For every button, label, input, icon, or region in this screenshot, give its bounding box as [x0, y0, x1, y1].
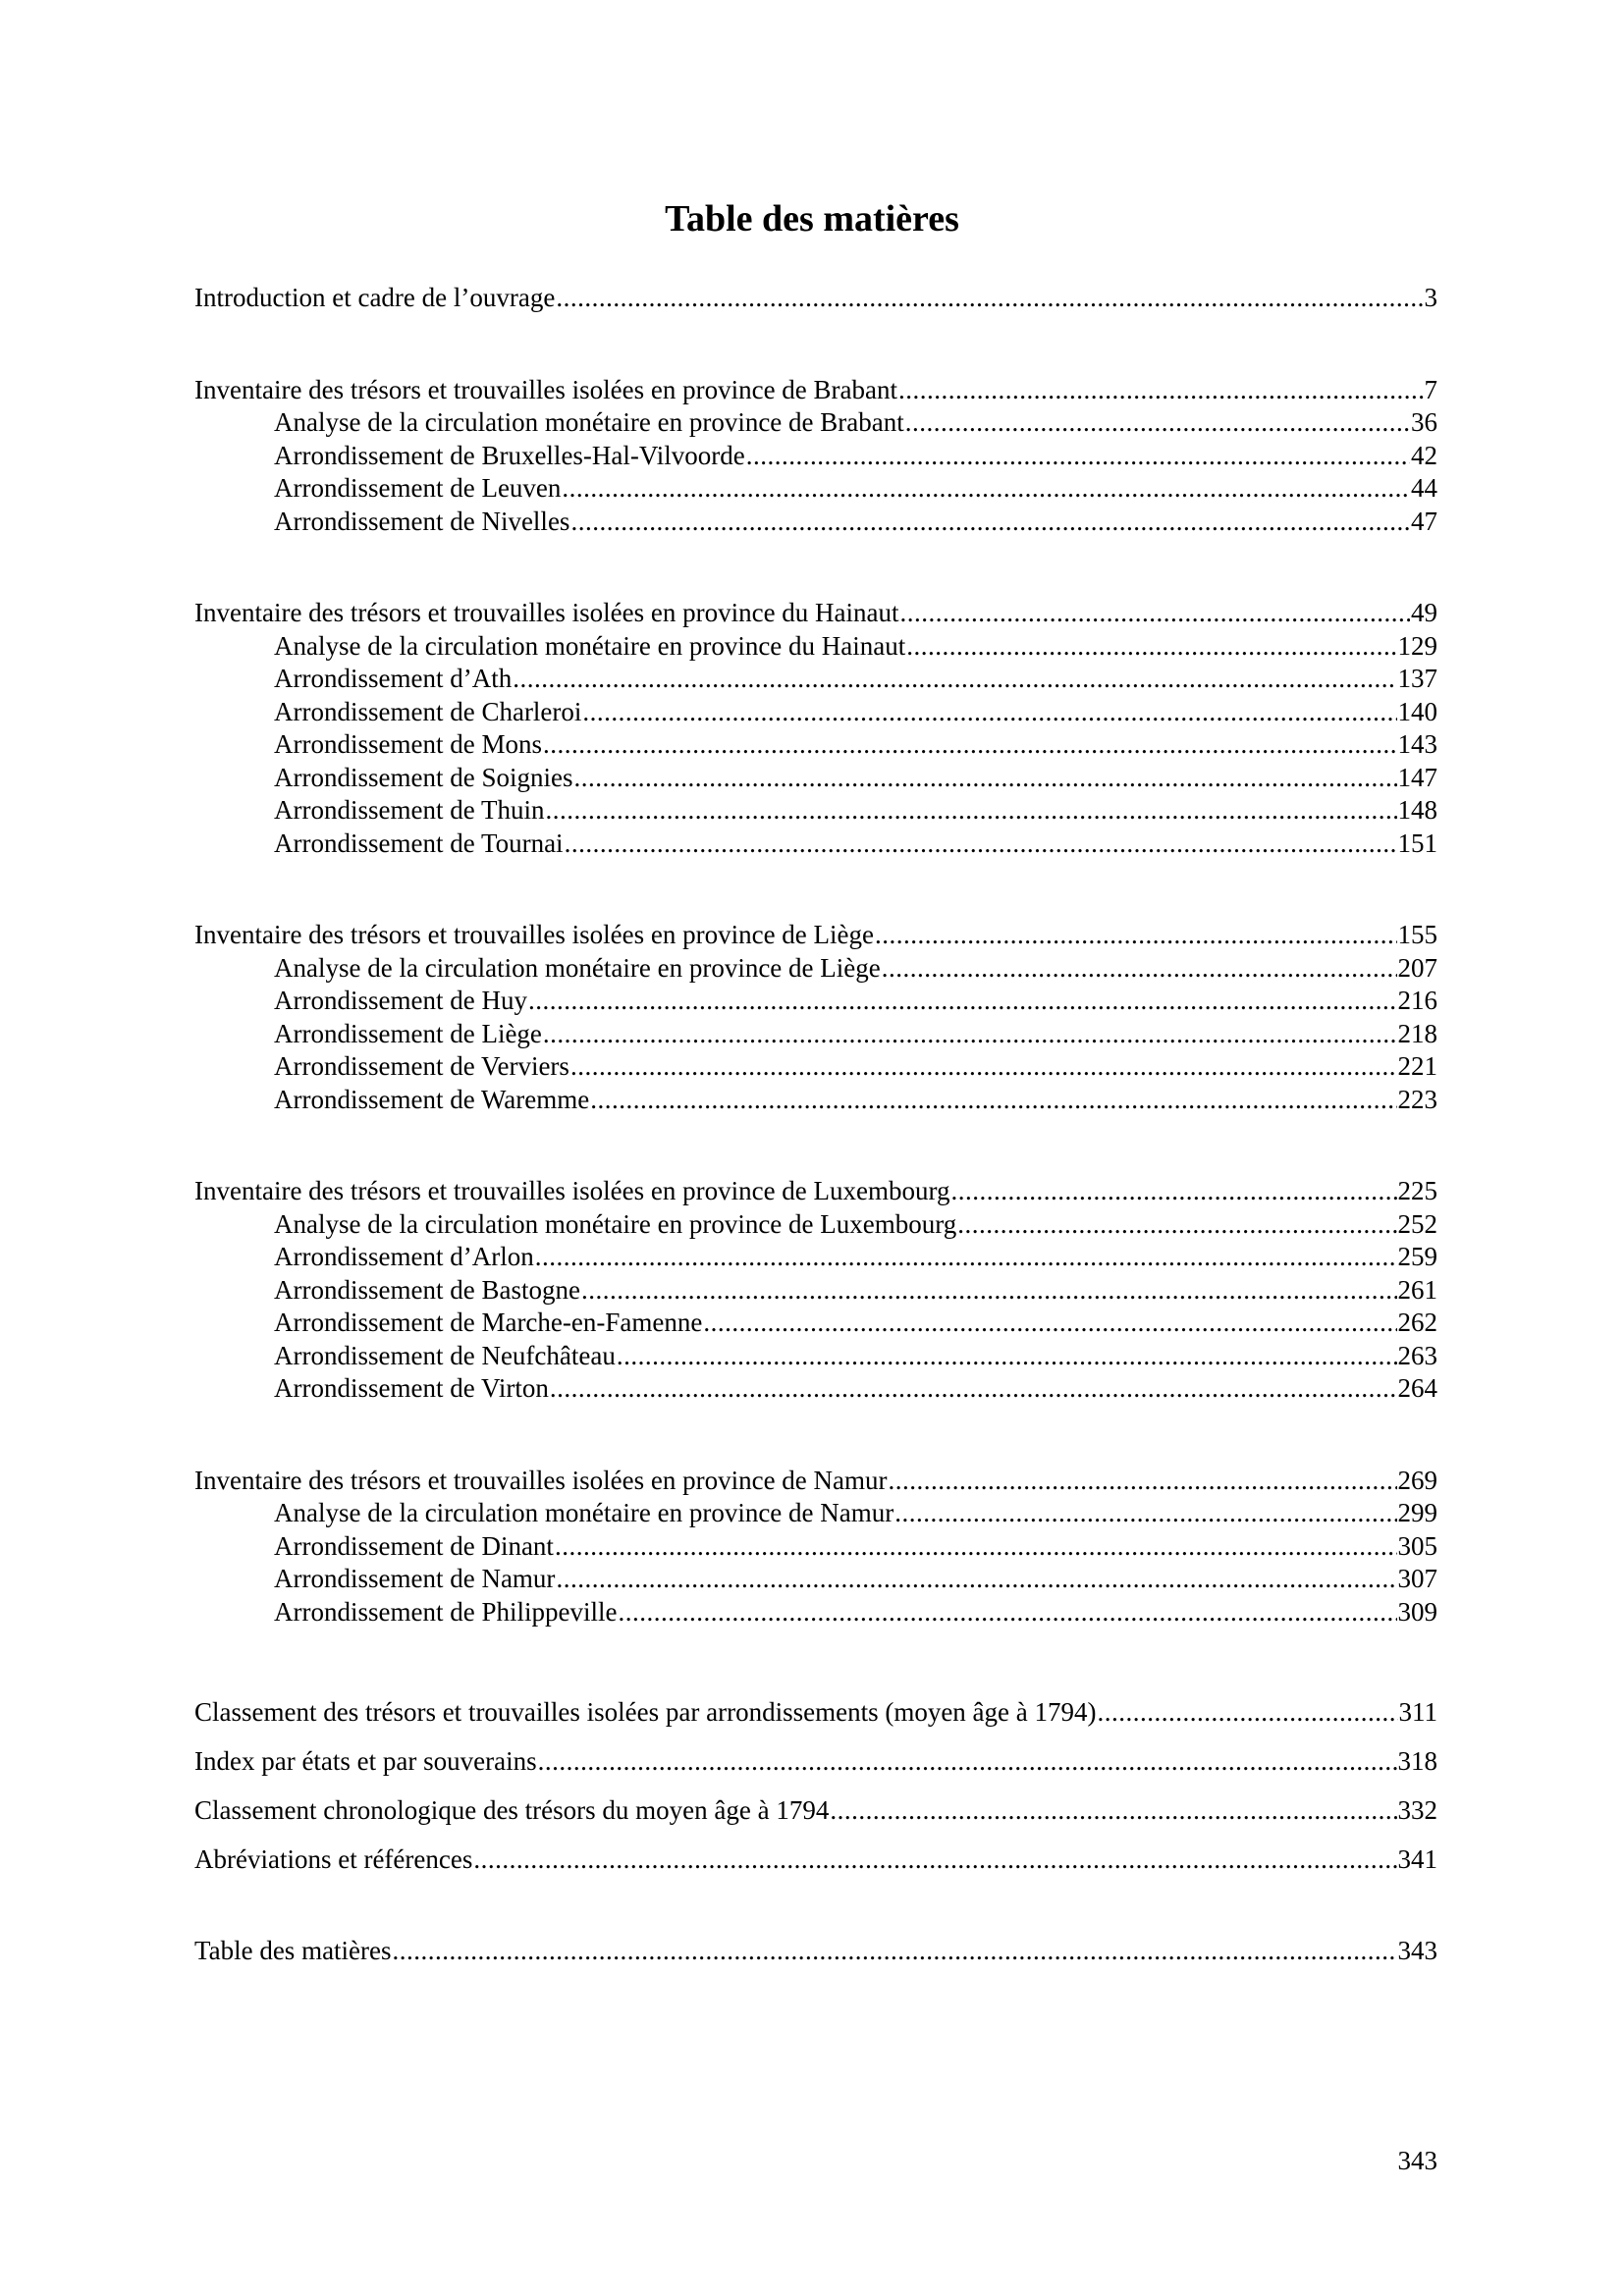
page-title: Table des matières	[665, 198, 959, 240]
toc-subentry[interactable]	[194, 1018, 1437, 1051]
dot-leader	[951, 1175, 1397, 1208]
toc-subentry[interactable]	[194, 506, 1437, 539]
toc-entry-page: 129	[1397, 630, 1437, 661]
toc-entry-page: 49	[1411, 598, 1437, 627]
toc-entry-page: 307	[1397, 1564, 1437, 1593]
toc-entry-page: 252	[1397, 1208, 1437, 1239]
toc-subentry[interactable]	[194, 696, 1437, 729]
toc-entry-label: Arrondissement de Mons	[274, 729, 542, 759]
toc-entry-label: Arrondissement de Charleroi	[274, 696, 582, 726]
dot-leader	[875, 919, 1397, 952]
toc-entry-page: 269	[1397, 1465, 1437, 1495]
toc-entry-page: 221	[1397, 1051, 1437, 1081]
toc-entry-page: 225	[1397, 1176, 1437, 1205]
page-number: 343	[1397, 2146, 1437, 2175]
toc-subentry[interactable]	[194, 828, 1437, 861]
dot-leader	[898, 374, 1423, 407]
toc-entry-label: Analyse de la circulation monétaire en province de Liège	[274, 952, 881, 983]
toc-subentry[interactable]	[194, 472, 1437, 506]
toc-entry-label: Arrondissement de Thuin	[274, 795, 545, 825]
toc-entry-province[interactable]	[194, 919, 1437, 952]
dot-leader	[556, 282, 1423, 315]
toc-entry-label: Arrondissement de Soignies	[274, 762, 573, 792]
toc-province-group	[194, 374, 1437, 539]
dot-leader	[543, 728, 1397, 762]
toc-entry-intro[interactable]	[194, 282, 1437, 315]
dot-leader	[581, 1274, 1397, 1308]
toc-subentry[interactable]	[194, 406, 1437, 440]
toc-province-group	[194, 919, 1437, 1116]
toc-entry-label: Arrondissement de Huy	[274, 986, 527, 1015]
toc-subentry[interactable]	[194, 1050, 1437, 1084]
dot-leader	[528, 985, 1397, 1018]
toc-subentry[interactable]	[194, 1497, 1437, 1530]
toc-entry-page: 147	[1397, 762, 1437, 792]
toc-entry-page: 299	[1397, 1498, 1437, 1527]
toc-entry-page: 341	[1397, 1844, 1437, 1874]
toc-entry-page: 218	[1397, 1018, 1437, 1048]
dot-leader	[543, 1018, 1397, 1051]
toc-entry-label: Inventaire des trésors et trouvailles isolées en province du Hainaut	[194, 598, 899, 627]
toc-subentry[interactable]	[194, 985, 1437, 1018]
dot-leader	[906, 630, 1396, 664]
toc-entry-label: Analyse de la circulation monétaire en province de Brabant	[274, 407, 904, 437]
dot-leader	[570, 1050, 1397, 1084]
dot-leader	[545, 794, 1396, 828]
toc-entry-label: Analyse de la circulation monétaire en province de Namur	[274, 1498, 894, 1527]
dot-leader	[889, 1465, 1397, 1498]
toc-intro-group	[194, 282, 1437, 315]
toc-subentry[interactable]	[194, 1530, 1437, 1564]
toc-entry-label: Classement chronologique des trésors du moyen âge à 1794	[194, 1795, 830, 1825]
toc-subentry[interactable]	[194, 794, 1437, 828]
dot-leader	[556, 1563, 1396, 1596]
toc-entry-page: 36	[1411, 407, 1437, 437]
toc-entry-label: Arrondissement de Waremme	[274, 1084, 590, 1114]
toc-subentry[interactable]	[194, 1241, 1437, 1274]
toc-entry-label: Arrondissement d’Ath	[274, 664, 513, 693]
toc-entry-label: Inventaire des trésors et trouvailles isolées en province de Brabant	[194, 374, 898, 404]
toc-subentry[interactable]	[194, 1563, 1437, 1596]
dot-leader	[618, 1596, 1396, 1629]
toc-entry-label: Abréviations et références	[194, 1844, 473, 1874]
toc-subentry[interactable]	[194, 1208, 1437, 1242]
toc-entry-page: 332	[1397, 1795, 1437, 1825]
toc-entry-label: Inventaire des trésors et trouvailles isolées en province de Liège	[194, 920, 874, 949]
dot-leader	[393, 1935, 1397, 1968]
toc-subentry[interactable]	[194, 762, 1437, 795]
toc-entry-label: Arrondissement de Bruxelles-Hal-Vilvoorde	[274, 440, 745, 470]
toc-entry-page: 207	[1397, 952, 1437, 983]
toc-subentry[interactable]	[194, 663, 1437, 696]
dot-leader	[905, 406, 1410, 440]
toc-entry-label: Index par états et par souverains	[194, 1746, 537, 1776]
toc-final-group	[194, 1935, 1437, 1968]
toc-entry-page: 151	[1397, 828, 1437, 858]
toc-entry-province[interactable]	[194, 1175, 1437, 1208]
dot-leader	[535, 1241, 1397, 1274]
toc-entry-page: 3	[1424, 283, 1437, 312]
toc-entry-page: 262	[1397, 1308, 1437, 1337]
toc-entry-label: Arrondissement de Nivelles	[274, 506, 570, 536]
toc-closing-group	[194, 1687, 1437, 1884]
toc-subentry[interactable]	[194, 1340, 1437, 1373]
dot-leader	[565, 828, 1397, 861]
toc-subentry[interactable]	[194, 440, 1437, 473]
toc-entry-label: Arrondissement de Namur	[274, 1564, 556, 1593]
toc-entry-label: Classement des trésors et trouvailles isolées par arrondissements (moyen âge à 1794)	[194, 1697, 1097, 1727]
toc-subentry[interactable]	[194, 630, 1437, 664]
dot-leader	[882, 952, 1397, 986]
dot-leader	[957, 1208, 1396, 1242]
toc-entry-page: 148	[1397, 795, 1437, 825]
toc-entry-label: Table des matières	[194, 1936, 392, 1965]
dot-leader	[538, 1736, 1397, 1786]
toc-subentry[interactable]	[194, 1307, 1437, 1340]
toc-entry-page: 137	[1397, 664, 1437, 693]
toc-entry-province[interactable]	[194, 597, 1437, 630]
toc-entry-table-des-matieres[interactable]	[194, 1935, 1437, 1968]
dot-leader	[570, 506, 1410, 539]
toc-entry-page: 143	[1397, 729, 1437, 759]
toc-subentry[interactable]	[194, 952, 1437, 986]
dot-leader	[513, 663, 1396, 696]
toc-subentry[interactable]	[194, 728, 1437, 762]
toc-entry-label: Arrondissement de Verviers	[274, 1051, 569, 1081]
dot-leader	[900, 597, 1410, 630]
toc-entry-page: 44	[1411, 473, 1437, 503]
toc-entry-page: 305	[1397, 1530, 1437, 1561]
toc-entry-page: 261	[1397, 1274, 1437, 1305]
toc-entry-label: Arrondissement de Neufchâteau	[274, 1340, 616, 1370]
dot-leader	[590, 1084, 1396, 1117]
toc-entry-label: Arrondissement de Dinant	[274, 1530, 554, 1561]
toc-entry-label: Analyse de la circulation monétaire en province de Luxembourg	[274, 1208, 957, 1239]
toc-entry-page: 309	[1397, 1596, 1437, 1627]
toc-entry-province[interactable]	[194, 374, 1437, 407]
toc-entry-page: 223	[1397, 1084, 1437, 1114]
dot-leader	[562, 472, 1410, 506]
dot-leader	[555, 1530, 1397, 1564]
toc-entry-page: 140	[1397, 696, 1437, 726]
toc-entry-page: 311	[1398, 1697, 1437, 1727]
toc-entry-page: 264	[1397, 1373, 1437, 1403]
toc-entry-page: 216	[1397, 986, 1437, 1015]
toc-entry-page: 343	[1397, 1936, 1437, 1965]
toc-entry-closing[interactable]	[194, 1736, 1437, 1786]
toc-entry-label: Arrondissement d’Arlon	[274, 1242, 534, 1271]
dot-leader	[894, 1497, 1396, 1530]
toc-entry-closing[interactable]	[194, 1687, 1437, 1736]
toc-subentry[interactable]	[194, 1274, 1437, 1308]
toc-entry-closing[interactable]	[194, 1835, 1437, 1884]
toc-entry-label: Arrondissement de Leuven	[274, 473, 562, 503]
toc-entry-label: Inventaire des trésors et trouvailles isolées en province de Namur	[194, 1465, 888, 1495]
toc-entry-page: 259	[1397, 1242, 1437, 1271]
toc-entry-label: Arrondissement de Bastogne	[274, 1274, 580, 1305]
dot-leader	[573, 762, 1396, 795]
toc-entry-page: 7	[1424, 374, 1437, 404]
toc-entry-label: Introduction et cadre de l’ouvrage	[194, 283, 556, 312]
toc-subentry[interactable]	[194, 1596, 1437, 1629]
toc-entry-page: 47	[1411, 506, 1437, 536]
toc-provinces	[194, 374, 1437, 1629]
toc-subentry[interactable]	[194, 1084, 1437, 1117]
toc-entry-label: Arrondissement de Tournai	[274, 828, 564, 858]
dot-leader	[746, 440, 1410, 473]
toc-subentry[interactable]	[194, 1372, 1437, 1406]
dot-leader	[1098, 1687, 1398, 1736]
toc-entry-label: Arrondissement de Virton	[274, 1373, 549, 1403]
dot-leader	[473, 1835, 1396, 1884]
toc-entry-page: 42	[1411, 440, 1437, 470]
dot-leader	[830, 1786, 1396, 1835]
toc-entry-label: Inventaire des trésors et trouvailles isolées en province de Luxembourg	[194, 1176, 950, 1205]
toc-entry-label: Analyse de la circulation monétaire en province du Hainaut	[274, 630, 906, 661]
toc-entry-closing[interactable]	[194, 1786, 1437, 1835]
dot-leader	[703, 1307, 1396, 1340]
toc-entry-label: Arrondissement de Marche-en-Famenne	[274, 1308, 703, 1337]
toc-entry-label: Arrondissement de Philippeville	[274, 1596, 618, 1627]
table-of-contents	[194, 282, 1437, 1968]
toc-entry-page: 318	[1397, 1746, 1437, 1776]
toc-province-group	[194, 597, 1437, 860]
dot-leader	[550, 1372, 1397, 1406]
toc-entry-label: Arrondissement de Liège	[274, 1018, 542, 1048]
toc-province-group	[194, 1465, 1437, 1629]
dot-leader	[582, 696, 1396, 729]
dot-leader	[617, 1340, 1397, 1373]
toc-province-group	[194, 1175, 1437, 1406]
toc-entry-page: 155	[1397, 920, 1437, 949]
toc-entry-page: 263	[1397, 1340, 1437, 1370]
toc-entry-province[interactable]	[194, 1465, 1437, 1498]
